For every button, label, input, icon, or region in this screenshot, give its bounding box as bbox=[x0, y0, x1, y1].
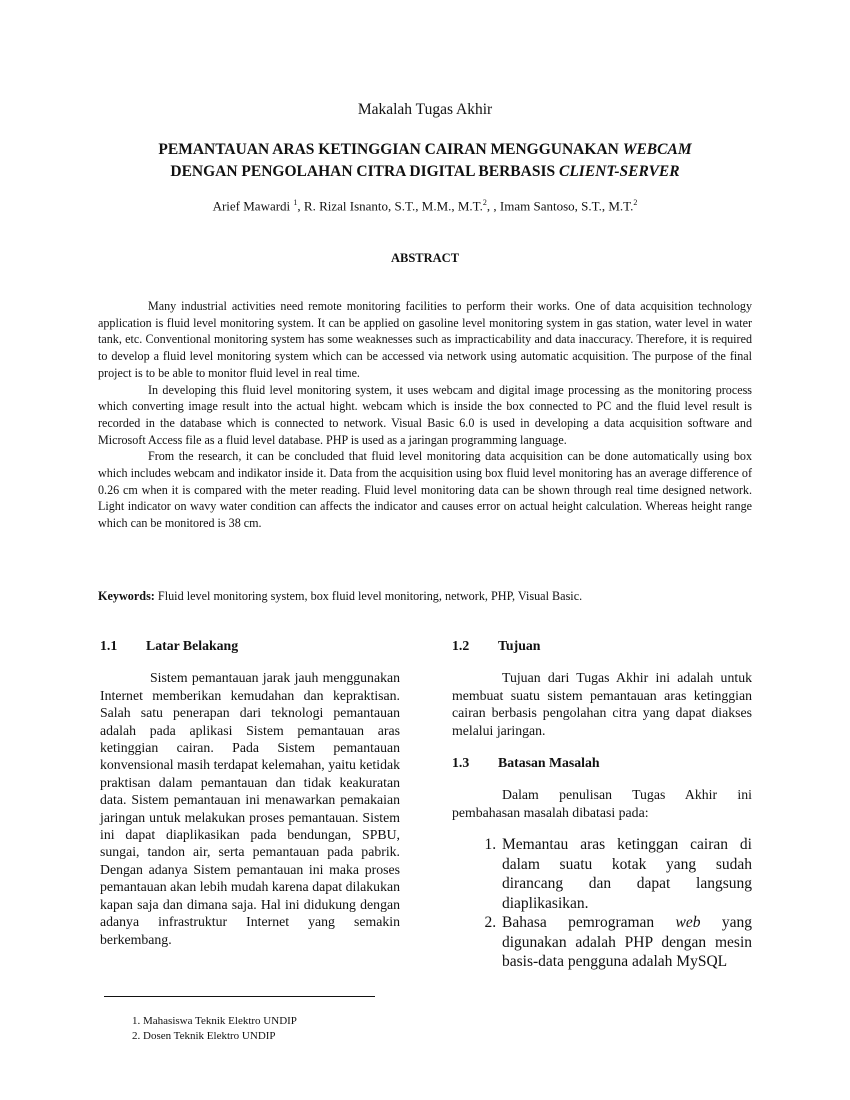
list-item: 1. Memantau aras ketinggan cairan di dalam suatu kotak yang sudah dirancang dan dapat langsung diaplikasikan. bbox=[500, 835, 752, 913]
right-column bbox=[452, 637, 752, 972]
title-text: DENGAN PENGOLAHAN CITRA DIGITAL BERBASIS bbox=[170, 163, 559, 180]
paper-title bbox=[0, 139, 850, 183]
footnote-mark: 2 bbox=[633, 198, 638, 207]
author: Arief Mawardi bbox=[212, 198, 294, 214]
footnote-mark: 1 bbox=[293, 198, 298, 207]
list-item bbox=[500, 913, 752, 972]
keywords-text: Fluid level monitoring system, box fluid level monitoring, network, PHP, Visual Basic. bbox=[154, 589, 583, 603]
footnote-mark: 2 bbox=[482, 198, 487, 207]
abstract-paragraph: From the research, it can be concluded that fluid level monitoring data acquisition can be done automatically using box which includes webcam and indikator inside it. Data from the acquisition using box fluid level monitoring has an average difference of 0.26 cm when it is compared with the meter reading. Fluid level monitoring data can be shown through real time designed network. Light indicator on wavy water condition can affects the indicator and causes error on actual height calculation. Whereas height range which can be monitored is 38 cm. bbox=[98, 449, 752, 531]
abstract-heading: ABSTRACT bbox=[390, 251, 460, 265]
footnote-divider bbox=[104, 996, 375, 997]
title-text: PEMANTAUAN ARAS KETINGGIAN CAIRAN MENGGUNAKAN bbox=[158, 141, 623, 158]
section-heading bbox=[452, 754, 752, 771]
section-paragraph: Tujuan dari Tugas Akhir ini adalah untuk membuat suatu sistem pemantauan aras ketinggian cairan berbasis pengolahan citra yang dapat diakses melalui jaringan. bbox=[452, 670, 752, 738]
section-heading bbox=[100, 637, 400, 654]
title-italic: WEBCAM bbox=[622, 141, 692, 158]
footnote: 2. Dosen Teknik Elektro UNDIP bbox=[132, 1029, 276, 1042]
authors bbox=[0, 198, 850, 214]
keywords bbox=[98, 589, 752, 604]
left-column bbox=[100, 637, 400, 948]
list-text: Bahasa pemrograman bbox=[502, 914, 676, 932]
keywords-label: Keywords: bbox=[98, 589, 155, 603]
section-number: 1.2 bbox=[452, 638, 470, 653]
author: , , Imam Santoso, S.T., M.T. bbox=[486, 198, 634, 214]
section-title: Latar Belakang bbox=[146, 638, 239, 653]
footnotes bbox=[132, 1014, 297, 1043]
footnote: 1. Mahasiswa Teknik Elektro UNDIP bbox=[132, 1015, 297, 1027]
paper-series: Makalah Tugas Akhir bbox=[357, 101, 493, 118]
section-number: 1.1 bbox=[100, 638, 118, 653]
section-paragraph: Sistem pemantauan jarak jauh menggunakan Internet memberikan kemudahan dan kepraktisan. Salah satu penerapan dari teknologi pemantauan adalah pada aplikasi Sistem pemantauan aras ketinggian cairan. Pada Sistem pemantauan konvensional masih terdapat kelemahan, yaitu ketidak praktisan dalam pemantauan dan tidak keakuratan data. Sistem pemantauan ini menawarkan pemakaian jaringan untuk melakukan proses pemantauan. Sistem ini dapat diaplikasikan pada bendungan, SPBU, sungai, tandon air, serta pemantauan pada pabrik. Dengan adanya Sistem pemantauan ini maka proses pemantauan akan lebih mudah karena dapat dilakukan kapan saja dan dimana saja. Hal ini didukung dengan adanya infrastruktur Internet yang semakin berkembang. bbox=[100, 670, 400, 947]
section-title: Batasan Masalah bbox=[498, 755, 600, 771]
section-paragraph: Dalam penulisan Tugas Akhir ini pembahasan masalah dibatasi pada: bbox=[452, 787, 752, 820]
limitations-list bbox=[452, 835, 752, 972]
section-title: Tujuan bbox=[498, 638, 541, 653]
title-italic: CLIENT-SERVER bbox=[558, 163, 680, 180]
abstract-paragraph: In developing this fluid level monitoring system, it uses webcam and digital image processing as the monitoring process which converting image result into the actual hight. webcam which is inside the box connected to PC and the fluid level result is recorded in the database which is connected to network. Visual Basic 6.0 is used in developing a data acquisition software and Microsoft Access file as a fluid level database. PHP is used as a jaringan programming language. bbox=[98, 382, 752, 447]
abstract bbox=[98, 298, 752, 532]
list-text: yang digunakan adalah PHP dengan mesin basis-data pengguna adalah MySQL bbox=[502, 914, 752, 971]
section-heading bbox=[452, 637, 752, 654]
list-italic: web bbox=[675, 914, 701, 932]
section-number: 1.3 bbox=[452, 755, 470, 771]
abstract-paragraph: Many industrial activities need remote monitoring facilities to perform their works. One of data acquisition technology application is fluid level monitoring system. It can be applied on gasoline level monitoring system in gas station, water level in water tank, etc. Conventional monitoring system has some weaknesses such as impracticability and data inaccuracy. Therefore, it is required to develop a fluid level monitoring system which can be accessed via network using automatic acquisition. The purpose of the final project is to be able to monitor fluid level in real time. bbox=[98, 299, 752, 380]
author: , R. Rizal Isnanto, S.T., M.M., M.T. bbox=[297, 198, 483, 214]
